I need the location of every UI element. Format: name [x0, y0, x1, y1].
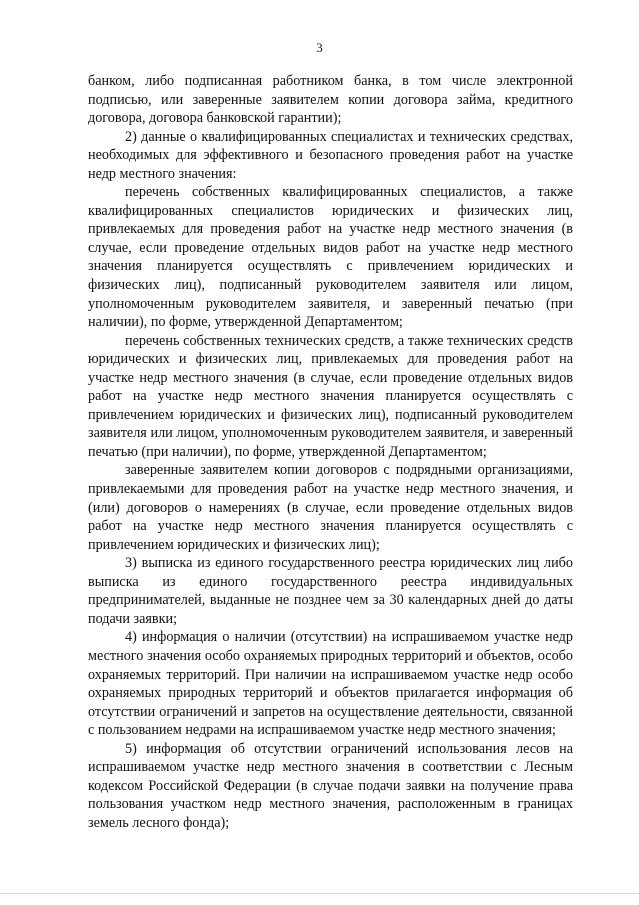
paragraph-5: заверенные заявителем копии договоров с подрядными организациями, привлекаемыми для проведения работ на участке недр местного значения, и (или) договоров о намерениях (в случае, если проведение отдельных видов работ на участке недр местного значения планируется осуществлять с привлечением юридических и физических лиц); [88, 462, 573, 553]
paragraph-4: перечень собственных технических средств, а также технических средств юридических и физических лиц, привлекаемых для проведения работ на участке недр местного значения (в случае, если проведение отдельных видов работ на участке недр местного значения планируется осуществлять с привлечением юридических и физических лиц), подписанный руководителем заявителя или лицом, уполномоченным руководителем заявителя, и заверенный печатью (при наличии), по форме, утвержденной Департаментом; [88, 332, 573, 460]
paragraph-1: банком, либо подписанная работником банка, в том числе электронной подписью, или заверенные заявителем копии договора займа, кредитного договора, договора банковской гарантии); [88, 73, 573, 127]
paragraph-6: 3) выписка из единого государственного реестра юридических лиц либо выписка из единого государственного реестра индивидуальных предпринимателей, выданные не позднее чем за 30 календарных дней до даты подачи заявки; [88, 555, 573, 627]
paragraph-3: перечень собственных квалифицированных специалистов, а также квалифицированных специалистов юридических и физических лиц, привлекаемых для проведения работ на участке недр местного значения (в случае, если проведение отдельных видов работ на участке недр местного значения планируется осуществлять с привлечением юридических и физических лиц), подписанный руководителем заявителя или лицом, уполномоченным руководителем заявителя, и заверенный печатью (при наличии), по форме, утвержденной Департаментом; [88, 184, 573, 331]
document-body [88, 72, 573, 832]
paragraph-8: 5) информация об отсутствии ограничений использования лесов на испрашиваемом участке недр местного значения в соответствии с Лесным кодексом Российской Федерации (в случае подачи заявки на получение права пользования участком недр местного значения, расположенным в границах земель лесного фонда); [88, 740, 573, 831]
page-number: 3 [316, 40, 323, 55]
paragraph-7: 4) информация о наличии (отсутствии) на испрашиваемом участке недр местного значения особо охраняемых природных территорий и объектов, особо охраняемых территорий. При наличии на испрашиваемом участке недр особо охраняемых природных территорий и объектов прилагается информация об отсутствии ограничений и запретов на осуществление деятельности, связанной с пользованием недрами на испрашиваемом участке недр местного значения; [88, 629, 573, 739]
page-bottom-edge [0, 893, 639, 894]
paragraph-2: 2) данные о квалифицированных специалистах и технических средствах, необходимых для эффективного и безопасного проведения работ на участке недр местного значения: [88, 128, 573, 182]
